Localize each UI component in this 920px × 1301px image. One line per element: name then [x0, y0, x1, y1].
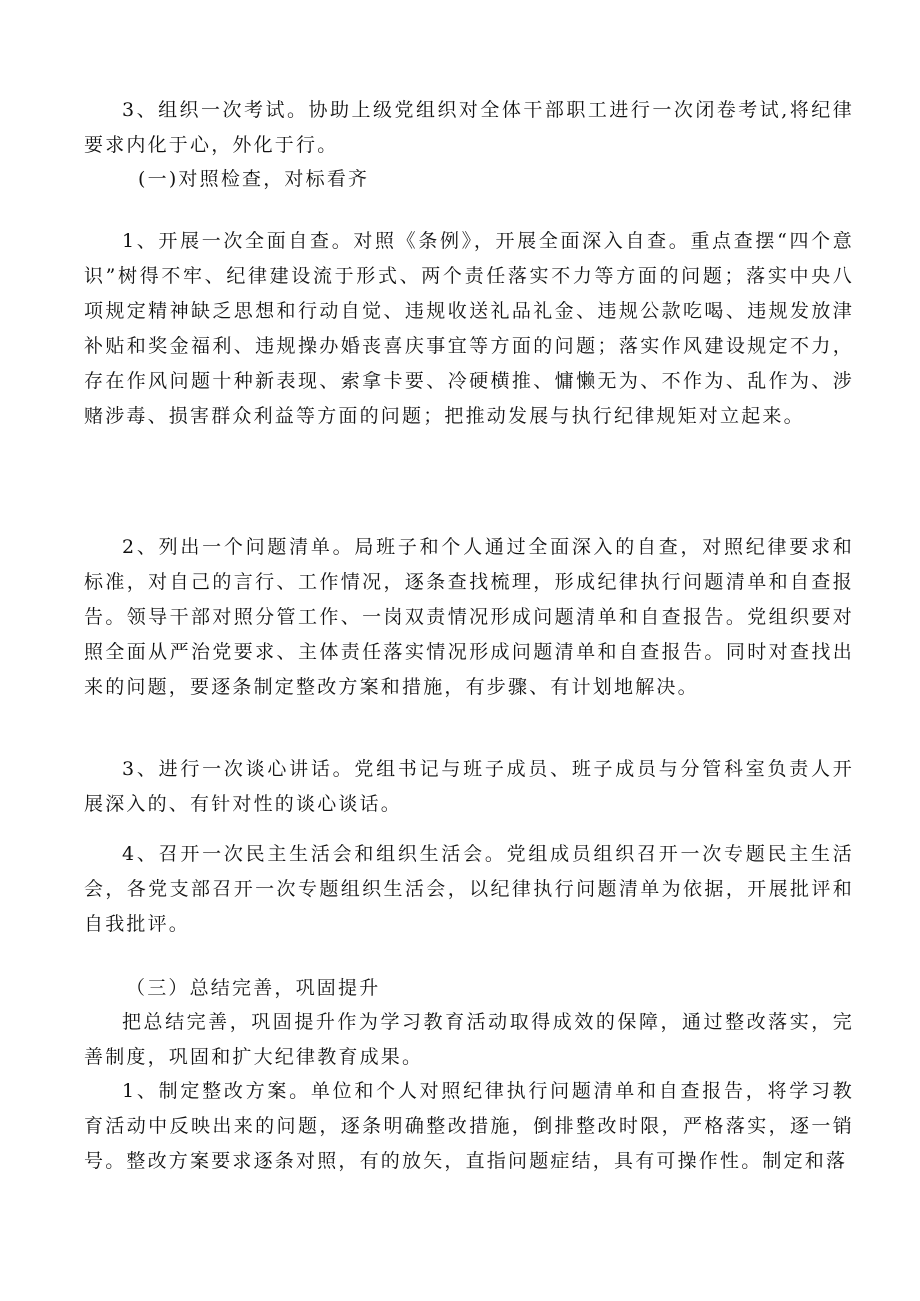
- paragraph-exam: 3、组织一次考试。协助上级党组织对全体干部职工进行一次闭卷考试,将纪律要求内化于心，外化于行。: [84, 99, 854, 156]
- section-heading-compare-check: (一)对照检查，对标看齐: [138, 168, 370, 190]
- paragraph-problem-list: 2、列出一个问题清单。局班子和个人通过全面深入的自查，对照纪律要求和标准，对自己的言行、工作情况，逐条查找梳理，形成纪律执行问题清单和自查报告。领导干部对照分管工作、一岗双责情况形成问题清单和自查报告。党组织要对照全面从严治党要求、主体责任落实情况形成问题清单和自查报告。同时对查找出来的问题，要逐条制定整改方案和措施，有步骤、有计划地解决。: [84, 536, 854, 698]
- paragraph-rectification-plan: 1、制定整改方案。单位和个人对照纪律执行问题清单和自查报告，将学习教育活动中反映出来的问题，逐条明确整改措施，倒排整改时限，严格落实，逐一销号。整改方案要求逐条对照，有的放矢，直指问题症结，具有可操作性。制定和落: [84, 1080, 854, 1172]
- paragraph-self-check: 1、开展一次全面自查。对照《条例》，开展全面深入自查。重点查摆“四个意识”树得不牢、纪律建设流于形式、两个责任落实不力等方面的问题；落实中央八项规定精神缺乏思想和行动自觉、违规收送礼品礼金、违规公款吃喝、违规发放津补贴和奖金福利、违规操办婚丧喜庆事宜等方面的问题；落实作风建设规定不力，存在作风问题十种新表现、索拿卡要、冷硬横推、慵懒无为、不作为、乱作为、涉赌涉毒、损害群众利益等方面的问题；把推动发展与执行纪律规矩对立起来。: [84, 230, 854, 427]
- section-heading-summarize-consolidate: （三）总结完善，巩固提升: [126, 977, 381, 999]
- paragraph-heart-talk: 3、进行一次谈心讲话。党组书记与班子成员、班子成员与分管科室负责人开展深入的、有针对性的谈心谈话。: [84, 758, 854, 815]
- paragraph-summary-intro: 把总结完善，巩固提升作为学习教育活动取得成效的保障，通过整改落实，完善制度，巩固和扩大纪律教育成果。: [84, 1011, 854, 1068]
- paragraph-democratic-life-meeting: 4、召开一次民主生活会和组织生活会。党组成员组织召开一次专题民主生活会，各党支部召开一次专题组织生活会，以纪律执行问题清单为依据，开展批评和自我批评。: [84, 843, 854, 935]
